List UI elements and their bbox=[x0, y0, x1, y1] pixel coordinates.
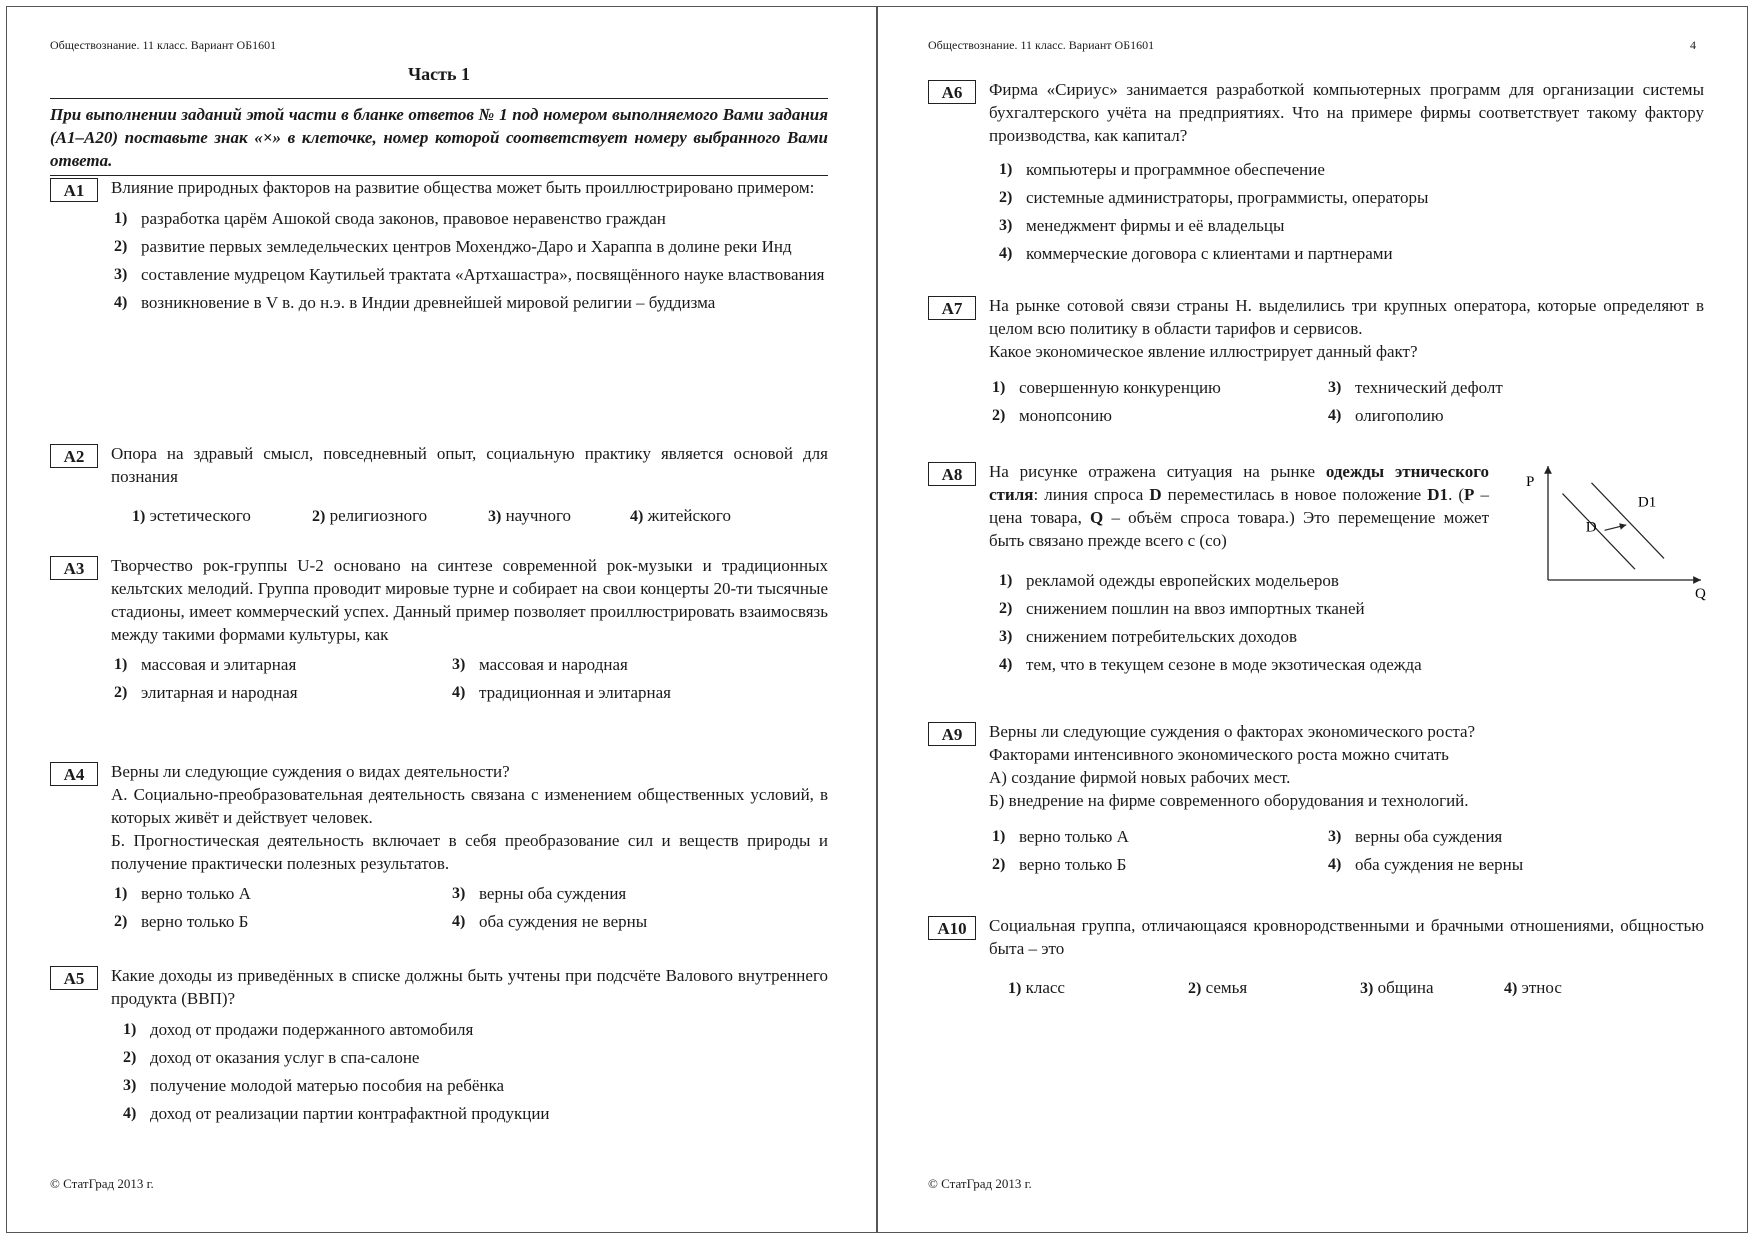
page-number: 4 bbox=[1690, 38, 1696, 52]
text-part: – цена товара, bbox=[989, 485, 1490, 527]
option[interactable] bbox=[999, 654, 1704, 676]
options-grid bbox=[992, 826, 1704, 876]
option-number: 1) bbox=[132, 508, 146, 525]
option[interactable] bbox=[132, 506, 312, 526]
question-id: А2 bbox=[50, 444, 98, 468]
option-number: 1) bbox=[114, 656, 128, 673]
option-text: разработка царём Ашокой свода законов, правовое неравенство граждан bbox=[141, 209, 666, 228]
question-id: А8 bbox=[928, 462, 976, 486]
option[interactable] bbox=[123, 1047, 828, 1069]
text-part: На рисунке отражена ситуация на рынке bbox=[989, 462, 1326, 481]
option[interactable] bbox=[123, 1103, 828, 1125]
option[interactable] bbox=[488, 506, 630, 526]
option-number: 3) bbox=[1328, 379, 1342, 396]
option-number: 2) bbox=[312, 508, 326, 525]
text-part: – объём спроса товара.) Это перемещение может быть связано прежде всего с (со) bbox=[989, 508, 1489, 550]
option-text: доход от реализации партии контрафактной продукции bbox=[150, 1104, 550, 1123]
option-text: системные администраторы, программисты, операторы bbox=[1026, 188, 1429, 207]
option-number: 1) bbox=[992, 379, 1006, 396]
left-header-text: Обществознание. 11 класс. Вариант ОБ1601 bbox=[50, 38, 277, 52]
text-part: : линия спроса bbox=[1033, 485, 1150, 504]
part-title: Часть 1 bbox=[407, 64, 471, 84]
option-number: 1) bbox=[114, 885, 128, 902]
option[interactable] bbox=[992, 377, 1328, 399]
question-id: А5 bbox=[50, 966, 98, 990]
option-text: традиционная и элитарная bbox=[479, 683, 671, 702]
option[interactable] bbox=[992, 854, 1328, 876]
option[interactable] bbox=[999, 159, 1704, 181]
option-number: 2) bbox=[999, 600, 1013, 617]
option[interactable] bbox=[114, 911, 452, 933]
option-number: 1) bbox=[123, 1021, 137, 1038]
x-axis-label: Q bbox=[1695, 586, 1706, 602]
text-bold: одежды этнического стиля bbox=[989, 462, 1489, 504]
option-text: доход от оказания услуг в спа-салоне bbox=[150, 1048, 420, 1067]
option-text: эстетического bbox=[149, 506, 251, 525]
option-text: совершенную конкуренцию bbox=[1019, 378, 1221, 397]
option[interactable] bbox=[1328, 826, 1648, 848]
option-text: коммерческие договора с клиентами и партнерами bbox=[1026, 244, 1393, 263]
option[interactable] bbox=[999, 243, 1704, 265]
option-text: тем, что в текущем сезоне в моде экзотическая одежда bbox=[1026, 655, 1422, 674]
option-text: рекламой одежды европейских модельеров bbox=[1026, 571, 1339, 590]
option-number: 1) bbox=[999, 161, 1013, 178]
question-text: Творчество рок-группы U-2 основано на синтезе современной рок-музыки и традиционных кельтских мелодий. Группа проводит мировые турне и собирает на свои концерты 20-ти тысячные стадионы, имеет коммерческий успех. Данный пример позволяет проиллюстрировать взаимосвязь между такими формами культуры, как bbox=[111, 556, 828, 644]
option-text: получение молодой матерью пособия на ребёнка bbox=[150, 1076, 505, 1095]
option-text: монопсонию bbox=[1019, 406, 1112, 425]
option[interactable] bbox=[114, 682, 452, 704]
option[interactable] bbox=[999, 215, 1704, 237]
question-id: А1 bbox=[50, 178, 98, 202]
option-text: снижением пошлин на ввоз импортных тканей bbox=[1026, 599, 1365, 618]
option-text: технический дефолт bbox=[1355, 378, 1503, 397]
question-text: Верны ли следующие суждения о факторах экономического роста? bbox=[989, 722, 1476, 741]
option-text: составление мудрецом Каутильей трактата «Артхашастра», посвящённого науке властвования bbox=[141, 265, 825, 284]
option-number: 2) bbox=[114, 913, 128, 930]
option[interactable] bbox=[1328, 854, 1648, 876]
right-header-text: Обществознание. 11 класс. Вариант ОБ1601 bbox=[928, 38, 1155, 52]
question-id: А3 bbox=[50, 556, 98, 580]
right-page-header bbox=[928, 38, 1704, 53]
option-number: 4) bbox=[1504, 980, 1518, 997]
option[interactable] bbox=[114, 292, 828, 314]
option-number: 2) bbox=[1188, 980, 1202, 997]
label-d1: D1 bbox=[1637, 494, 1657, 511]
option-number: 2) bbox=[992, 407, 1006, 424]
option-number: 2) bbox=[123, 1049, 137, 1066]
option-text: оба суждения не верны bbox=[479, 912, 648, 931]
option-text: семья bbox=[1205, 978, 1248, 997]
options-list bbox=[114, 208, 828, 314]
question-a3 bbox=[50, 554, 828, 704]
option[interactable] bbox=[999, 187, 1704, 209]
option[interactable] bbox=[992, 826, 1328, 848]
question-text: На рынке сотовой связи страны Н. выделились три крупных оператора, которые определяют в целом всю политику в области тарифов и сервисов. bbox=[989, 296, 1704, 338]
text-part: . ( bbox=[1448, 485, 1465, 504]
option-number: 3) bbox=[452, 885, 466, 902]
option-text: доход от продажи подержанного автомобиля bbox=[150, 1020, 474, 1039]
option[interactable] bbox=[123, 1075, 828, 1097]
option-number: 3) bbox=[1328, 828, 1342, 845]
option-text: этнос bbox=[1521, 978, 1562, 997]
options-grid bbox=[992, 377, 1704, 427]
options-list bbox=[999, 159, 1704, 265]
option-number: 4) bbox=[123, 1105, 137, 1122]
option-number: 4) bbox=[452, 913, 466, 930]
question-text: Верны ли следующие суждения о видах деятельности? bbox=[111, 762, 510, 781]
text-bold: Q bbox=[1090, 508, 1104, 527]
option[interactable] bbox=[123, 1019, 828, 1041]
option-text: снижением потребительских доходов bbox=[1026, 627, 1297, 646]
option-text: верно только Б bbox=[141, 912, 249, 931]
text-bold: P bbox=[1464, 485, 1475, 504]
option-number: 3) bbox=[999, 628, 1013, 645]
option-number: 2) bbox=[114, 684, 128, 701]
statement-b: Б) внедрение на фирме современного оборудования и технологий. bbox=[989, 791, 1469, 810]
option[interactable] bbox=[114, 883, 452, 905]
option-text: класс bbox=[1025, 978, 1065, 997]
question-text: Какие доходы из приведённых в списке должны быть учтены при подсчёте Валового внутреннего продукта (ВВП)? bbox=[111, 966, 828, 1008]
option-text: олигополию bbox=[1355, 406, 1444, 425]
option-text: община bbox=[1377, 978, 1434, 997]
statement-a: А. Социально-преобразовательная деятельность связана с изменением общественных условий, в которых живёт и действует человек. bbox=[111, 785, 828, 827]
left-footer: © СтатГрад 2013 г. bbox=[50, 1176, 154, 1191]
option-number: 4) bbox=[999, 656, 1013, 673]
option-text: верно только Б bbox=[1019, 855, 1127, 874]
question-id: А6 bbox=[928, 80, 976, 104]
supply-demand-chart bbox=[1488, 460, 1708, 630]
option-text: возникновение в V в. до н.э. в Индии древнейшей мировой религии – буддизма bbox=[141, 293, 716, 312]
option-number: 3) bbox=[123, 1077, 137, 1094]
option-text: менеджмент фирмы и её владельцы bbox=[1026, 216, 1285, 235]
label-d: D bbox=[1585, 519, 1597, 536]
option-number: 4) bbox=[1328, 407, 1342, 424]
statement-a: А) создание фирмой новых рабочих мест. bbox=[989, 768, 1291, 787]
option-text: верны оба суждения bbox=[479, 884, 627, 903]
option[interactable] bbox=[1008, 978, 1188, 998]
question-a2 bbox=[50, 442, 828, 526]
option-text: религиозного bbox=[329, 506, 428, 525]
option-number: 1) bbox=[1008, 980, 1022, 997]
option-text: элитарная и народная bbox=[141, 683, 298, 702]
text-bold: D1 bbox=[1427, 485, 1449, 504]
option[interactable] bbox=[1188, 978, 1360, 998]
question-text bbox=[989, 460, 1489, 552]
question-text: Влияние природных факторов на развитие общества может быть проиллюстрировано примером: bbox=[111, 178, 815, 197]
option-text: верно только А bbox=[141, 884, 251, 903]
option[interactable] bbox=[114, 236, 828, 258]
option-text: оба суждения не верны bbox=[1355, 855, 1524, 874]
option-text: верно только А bbox=[1019, 827, 1129, 846]
option-text: компьютеры и программное обеспечение bbox=[1026, 160, 1325, 179]
option-number: 4) bbox=[452, 684, 466, 701]
option-number: 1) bbox=[999, 572, 1013, 589]
option[interactable] bbox=[312, 506, 488, 526]
statement-b: Б. Прогностическая деятельность включает в себя преобразование сил и веществ природы и получение практически полезных результатов. bbox=[111, 831, 828, 873]
option-number: 1) bbox=[114, 210, 128, 227]
y-axis-label: P bbox=[1526, 474, 1535, 490]
question-a8 bbox=[928, 460, 1704, 682]
right-footer: © СтатГрад 2013 г. bbox=[928, 1176, 1032, 1191]
instruction: При выполнении заданий этой части в бланке ответов № 1 под номером выполняемого Вами задания (А1–А20) поставьте знак «×» в клеточке, номер которой соответствует номеру выбранного Вами ответа. bbox=[50, 98, 828, 176]
option[interactable] bbox=[452, 911, 772, 933]
option[interactable] bbox=[114, 654, 452, 676]
page-divider bbox=[876, 6, 878, 1233]
options-row bbox=[1008, 978, 1704, 998]
option-text: массовая и элитарная bbox=[141, 655, 297, 674]
option-text: развитие первых земледельческих центров Мохенджо-Даро и Хараппа в долине реки Инд bbox=[141, 237, 792, 256]
option-number: 4) bbox=[999, 245, 1013, 262]
options-grid bbox=[114, 883, 828, 933]
option-number: 3) bbox=[999, 217, 1013, 234]
option-number: 4) bbox=[114, 294, 128, 311]
demand-line-d bbox=[1563, 494, 1636, 570]
question-id: А10 bbox=[928, 916, 976, 940]
option-text: научного bbox=[505, 506, 572, 525]
option-number: 3) bbox=[452, 656, 466, 673]
question-subtext: Какое экономическое явление иллюстрирует данный факт? bbox=[989, 342, 1418, 361]
option[interactable] bbox=[992, 405, 1328, 427]
left-page-header bbox=[50, 38, 828, 53]
option[interactable] bbox=[630, 506, 731, 526]
options-row bbox=[132, 506, 828, 526]
question-a6 bbox=[928, 78, 1704, 271]
option[interactable] bbox=[114, 208, 828, 230]
option[interactable] bbox=[452, 682, 772, 704]
option-text: верны оба суждения bbox=[1355, 827, 1503, 846]
question-a4 bbox=[50, 760, 828, 933]
text-bold: D bbox=[1149, 485, 1162, 504]
question-text: Социальная группа, отличающаяся кровнородственными и брачными отношениями, общностью быта – это bbox=[989, 916, 1704, 958]
question-id: А7 bbox=[928, 296, 976, 320]
shift-arrow bbox=[1605, 525, 1627, 530]
question-a5 bbox=[50, 964, 828, 1131]
option-text: массовая и народная bbox=[479, 655, 628, 674]
option-number: 1) bbox=[992, 828, 1006, 845]
option[interactable] bbox=[1504, 978, 1562, 998]
question-text: Опора на здравый смысл, повседневный опыт, социальную практику является основой для познания bbox=[111, 444, 828, 486]
option-number: 3) bbox=[114, 266, 128, 283]
question-text: Фирма «Сириус» занимается разработкой компьютерных программ для организации системы бухгалтерского учёта на предприятиях. Что на примере фирмы соответствует такому фактору производства, как капитал? bbox=[989, 80, 1704, 145]
options-grid bbox=[114, 654, 828, 704]
option[interactable] bbox=[1328, 405, 1648, 427]
text-part: переместилась в новое положение bbox=[1161, 485, 1428, 504]
option-number: 2) bbox=[992, 856, 1006, 873]
option[interactable] bbox=[114, 264, 828, 286]
options-list bbox=[123, 1019, 828, 1125]
option-number: 2) bbox=[114, 238, 128, 255]
option[interactable] bbox=[452, 883, 772, 905]
option-number: 2) bbox=[999, 189, 1013, 206]
option[interactable] bbox=[452, 654, 772, 676]
option-number: 3) bbox=[1360, 980, 1374, 997]
question-id: А4 bbox=[50, 762, 98, 786]
option-number: 3) bbox=[488, 508, 502, 525]
option-number: 4) bbox=[1328, 856, 1342, 873]
question-a1 bbox=[50, 176, 828, 320]
question-id: А9 bbox=[928, 722, 976, 746]
option-number: 4) bbox=[630, 508, 644, 525]
question-a10 bbox=[928, 914, 1704, 998]
option[interactable] bbox=[1360, 978, 1504, 998]
question-a9 bbox=[928, 720, 1704, 876]
question-subtext: Факторами интенсивного экономического роста можно считать bbox=[989, 745, 1449, 764]
option-text: житейского bbox=[647, 506, 731, 525]
option[interactable] bbox=[1328, 377, 1648, 399]
question-a7 bbox=[928, 294, 1704, 427]
